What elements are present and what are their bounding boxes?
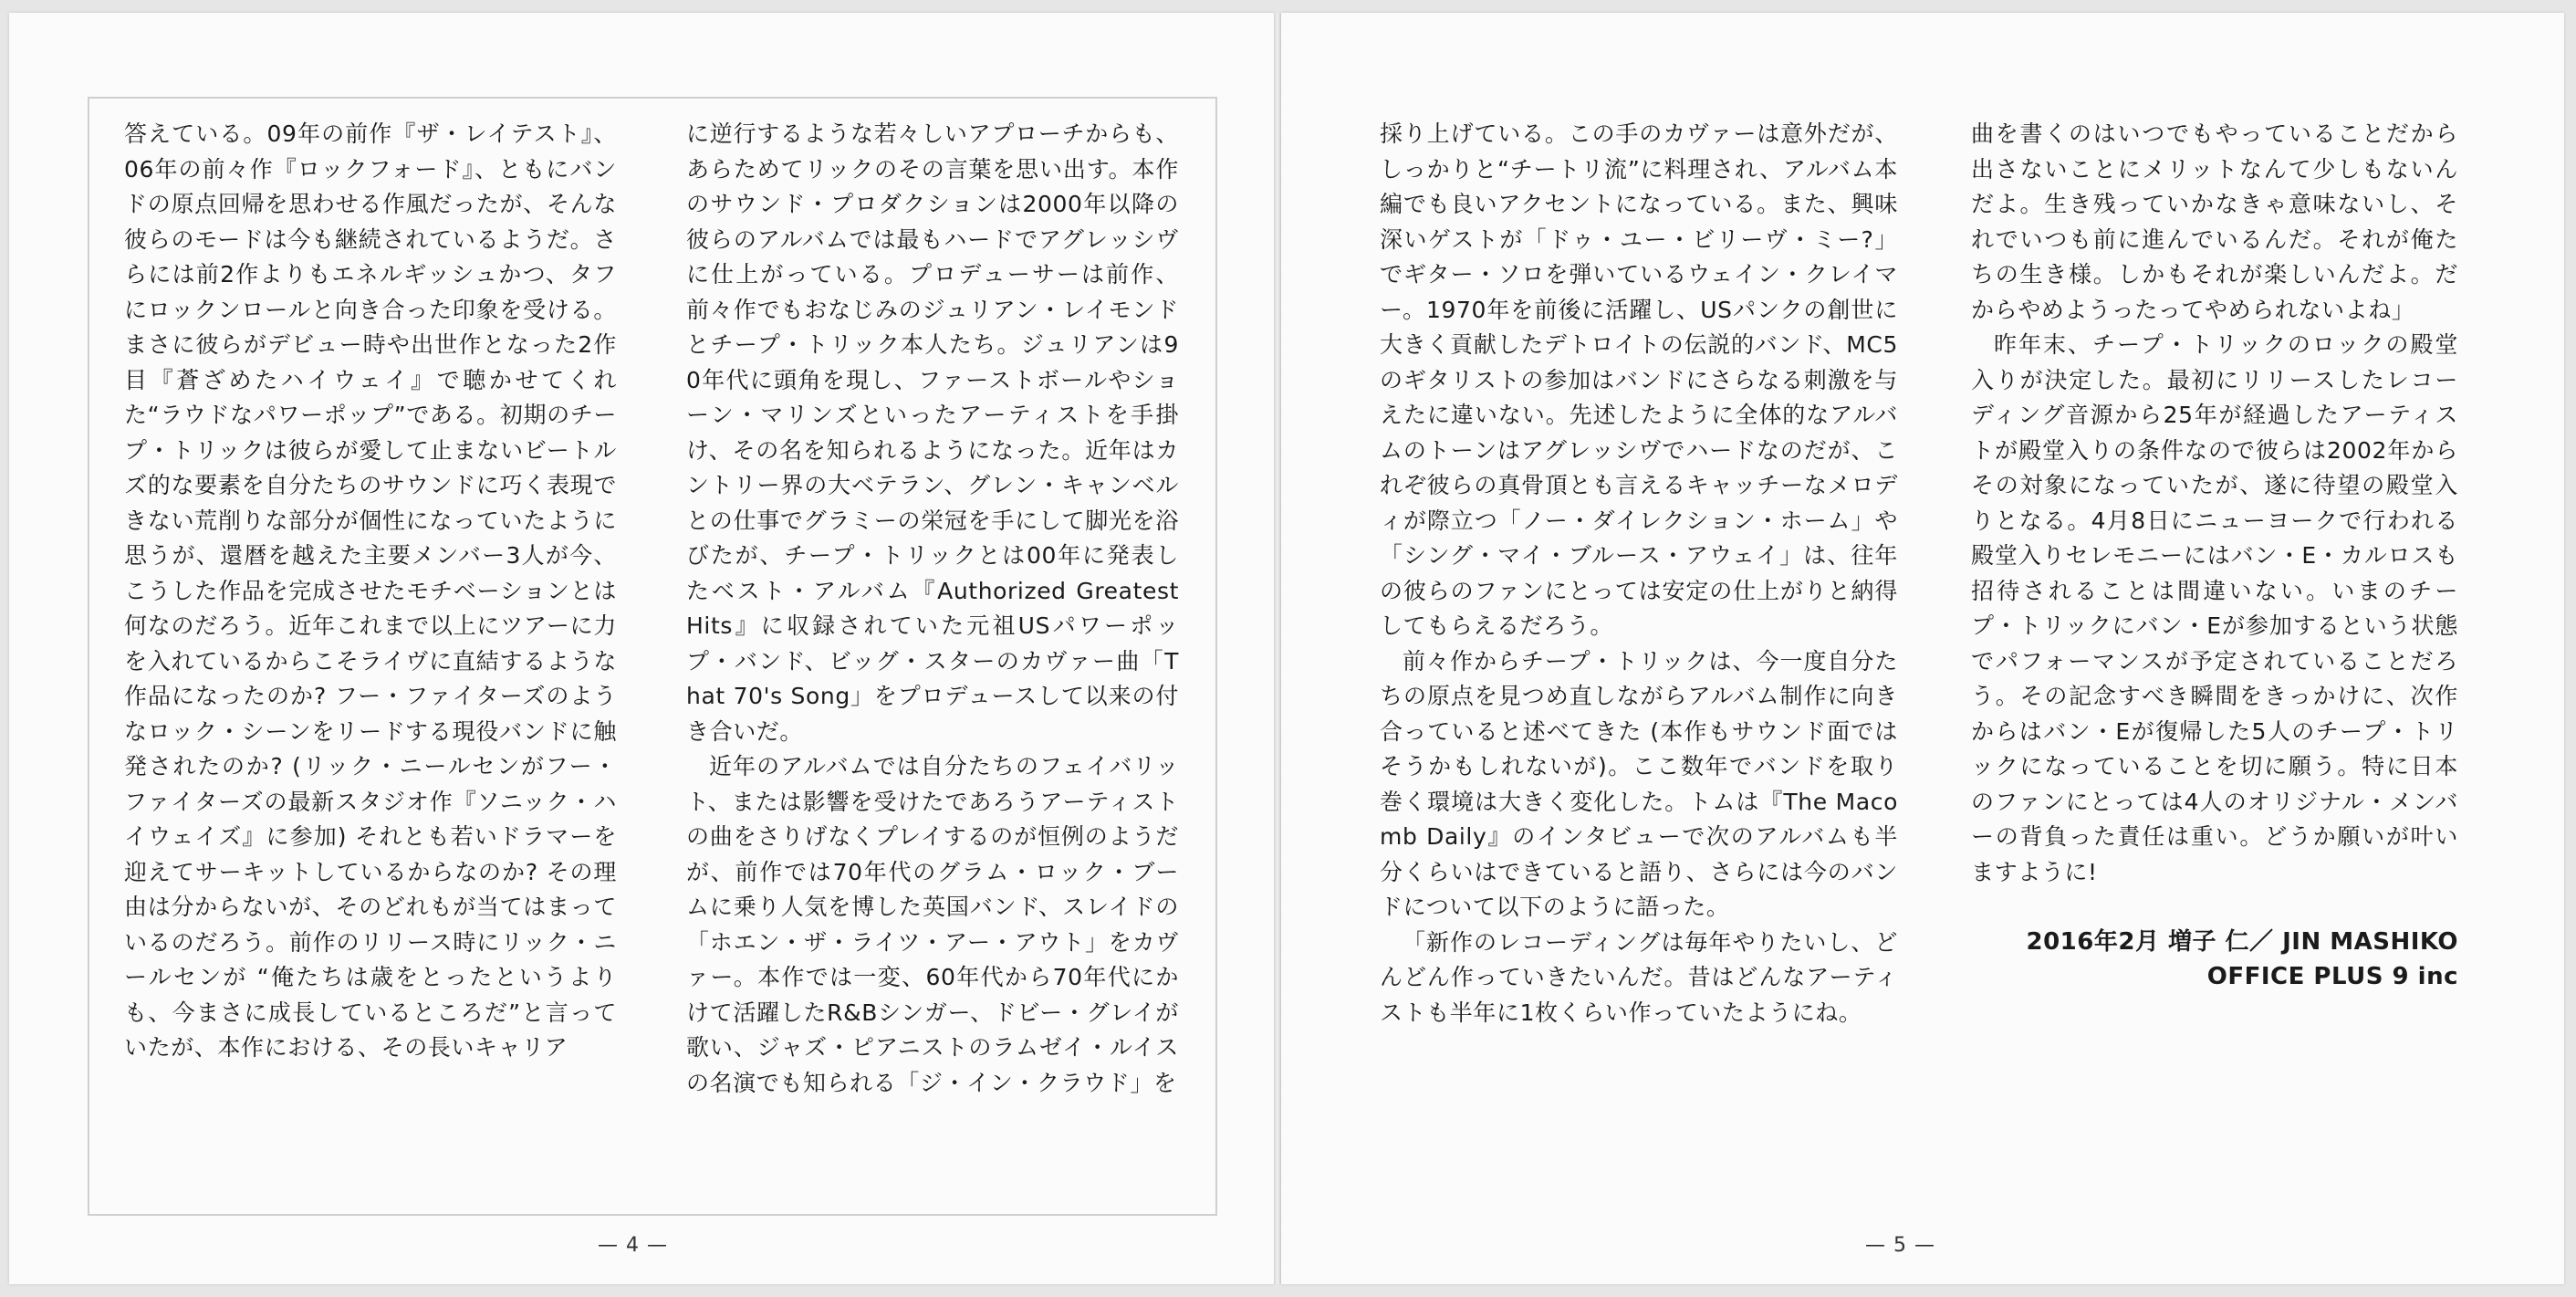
paragraph: に逆行するような若々しいアプローチからも、あらためてリックのその言葉を思い出す。本作のサウンド・プロダクションは2000年以降の彼らのアルバムでは最もハードでアグレッシヴに仕上がっている。プロデューサーは前作、前々作でもおなじみのジュリアン・レイモンドとチープ・トリック本人たち。ジュリアンは90年代に頭角を現し、ファーストボールやショーン・マリンズといったアーティストを手掛け、その名を知られるようになった。近年はカントリー界の大ベテラン、グレン・キャンベルとの仕事でグラミーの栄冠を手にして脚光を浴びたが、チープ・トリックとは00年に発表したベスト・アルバム『Authorized Greatest Hits』に収録されていた元祖USパワーポップ・バンド、ビッグ・スターのカヴァー曲「That 70's Song」をプロデュースして以来の付き合いだ。 [686, 120, 1179, 745]
paragraph: 近年のアルバムでは自分たちのフェイバリット、または影響を受けたであろうアーティストの曲をさりげなくプレイするのが恒例のようだが、前作では70年代のグラム・ロック・ブームに乗り人気を博した英国バンド、スレイドの「ホエン・ザ・ライツ・アー・アウト」をカヴァー。本作では一変、60年代から70年代にかけて活躍したR&Bシンガー、ドビー・グレイが歌い、ジャズ・ピアニストのラムゼイ・ルイスの名演でも知られる「ジ・イン・クラウド」を [686, 753, 1179, 1096]
author-signature [1971, 925, 2458, 994]
page-number: — 4 — [598, 1234, 668, 1257]
right-page-column-2 [1971, 117, 2458, 994]
paragraph: 「新作のレコーディングは毎年やりたいし、どんどん作っていきたいんだ。昔はどんなアーティストも半年に1枚くらい作っていたようにね。 [1380, 928, 1898, 1026]
signature-date-author: 2016年2月 増子 仁／ JIN MASHIKO [2026, 928, 2458, 956]
paragraph: 採り上げている。この手のカヴァーは意外だが、しっかりと“チートリ流”に料理され、アルバム本編でも良いアクセントになっている。また、興味深いゲストが「ドゥ・ユー・ビリーヴ・ミー?」でギター・ソロを弾いているウェイン・クレイマー。1970年を前後に活躍し、USパンクの創世に大きく貢献したデトロイトの伝説的バンド、MC5のギタリストの参加はバンドにさらなる刺激を与えたに違いない。先述したように全体的なアルバムのトーンはアグレッシヴでハードなのだが、これぞ彼らの真骨頂とも言えるキャッチーなメロディが際立つ「ノー・ダイレクション・ホーム」や「シング・マイ・ブルース・アウェイ」は、往年の彼らのファンにとっては安定の仕上がりと納得してもらえるだろう。 [1380, 120, 1898, 639]
page-number: — 5 — [1865, 1234, 1935, 1257]
booklet-gutter [1274, 13, 1281, 1284]
left-page [9, 13, 1274, 1284]
left-page-column-1 [124, 117, 617, 1066]
paragraph: 前々作からチープ・トリックは、今一度自分たちの原点を見つめ直しながらアルバム制作に向き合っていると述べてきた (本作もサウンド面ではそうかもしれないが)。ここ数年でバンドを取り巻く環境は大きく変化した。トムは『The Macomb Daily』のインタビューで次のアルバムも半分くらいはできていると語り、さらには今のバンドについて以下のように語った。 [1380, 647, 1898, 920]
right-page-column-1 [1380, 117, 1898, 1030]
paragraph: 昨年末、チープ・トリックのロックの殿堂入りが決定した。最初にリリースしたレコーディング音源から25年が経過したアーティストが殿堂入りの条件なので彼らは2002年からその対象になっていたが、遂に待望の殿堂入りとなる。4月8日にニューヨークで行われる殿堂入りセレモニーにはバン・E・カルロスも招待されることは間違いない。いまのチープ・トリックにバン・Eが参加するという状態でパフォーマンスが予定されていることだろう。その記念すべき瞬間をきっかけに、次作からはバン・Eが復帰した5人のチープ・トリックになっていることを切に願う。特に日本のファンにとっては4人のオリジナル・メンバーの背負った責任は重い。どうか願いが叶いますように! [1971, 331, 2458, 885]
right-page [1281, 13, 2564, 1284]
paragraph: 曲を書くのはいつでもやっていることだから出さないことにメリットなんて少しもないんだよ。生き残っていかなきゃ意味ないし、それでいつも前に進んでいるんだ。それが俺たちの生き様。しかもそれが楽しいんだよ。だからやめようったってやめられないよね」 [1971, 120, 2458, 323]
signature-company: OFFICE PLUS 9 inc [2206, 963, 2458, 990]
paragraph: 答えている。09年の前作『ザ・レイテスト』、06年の前々作『ロックフォード』、ともにバンドの原点回帰を思わせる作風だったが、そんな彼らのモードは今も継続されているようだ。さらには前2作よりもエネルギッシュかつ、タフにロックンロールと向き合った印象を受ける。まさに彼らがデビュー時や出世作となった2作目『蒼ざめたハイウェイ』で聴かせてくれた“ラウドなパワーポップ”である。初期のチープ・トリックは彼らが愛して止まないビートルズ的な要素を自分たちのサウンドに巧く表現できない荒削りな部分が個性になっていたように思うが、還暦を越えた主要メンバー3人が今、こうした作品を完成させたモチベーションとは何なのだろう。近年これまで以上にツアーに力を入れているからこそライヴに直結するような作品になったのか? フー・ファイターズのようなロック・シーンをリードする現役バンドに触発されたのか? (リック・ニールセンがフー・ファイターズの最新スタジオ作『ソニック・ハイウェイズ』に参加) それとも若いドラマーを迎えてサーキットしているからなのか? その理由は分からないが、そのどれもが当てはまっているのだろう。前作のリリース時にリック・ニールセンが “俺たちは歳をとったというよりも、今まさに成長しているところだ”と言っていたが、本作における、その長いキャリア [124, 120, 617, 1061]
left-page-column-2 [686, 117, 1179, 1101]
